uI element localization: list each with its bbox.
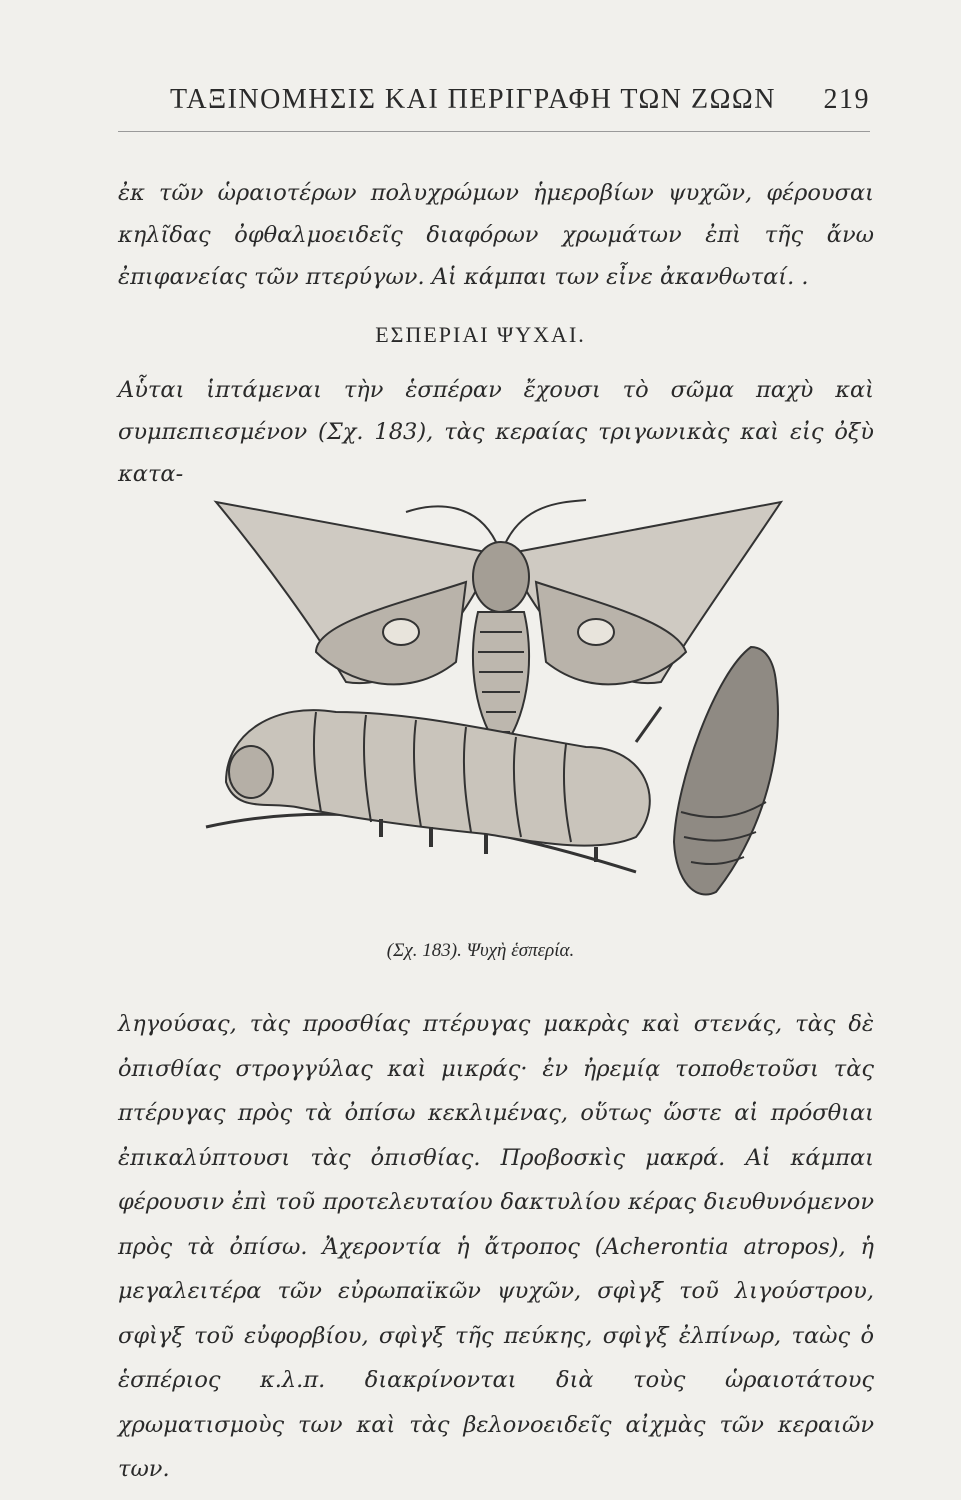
header-rule	[118, 131, 870, 132]
pupa-figure	[674, 647, 778, 895]
running-header-title: ΤΑΞΙΝΟΜΗΣΙΣ ΚΑΙ ΠΕΡΙΓΡΑΦΗ ΤΩΝ ΖΩΩΝ	[170, 84, 776, 115]
running-header	[170, 84, 870, 116]
paragraph-1: ἐκ τῶν ὡραιοτέρων πολυχρώμων ἡμεροβίων ψυχῶν, φέρουσαι κηλῖδας ὀφθαλμοειδεῖς διαφόρων χρωμάτων ἐπὶ τῆς ἄνω ἐπιφανείας τῶν πτερύγων. Αἱ κάμπαι των εἶνε ἀκανθωταί. .	[118, 180, 874, 290]
paragraph-2: Αὗται ἱπτάμεναι τὴν ἑσπέραν ἔχουσι τὸ σῶμα παχὺ καὶ συμπεπιεσμένον (Σχ. 183), τὰς κεραίας τριγωνικὰς καὶ εἰς ὀξὺ κατα-	[118, 377, 874, 487]
caterpillar-figure	[226, 707, 661, 862]
section-heading: ΕΣΠΕΡΙΑΙ ΨΥΧΑΙ.	[375, 322, 586, 347]
paragraph-3: ληγούσας, τὰς προσθίας πτέρυγας μακρὰς καὶ στενάς, τὰς δὲ ὀπισθίας στρογγύλας καὶ μικράς· ἐν ἠρεμίᾳ τοποθετοῦσι τὰς πτέρυγας πρὸς τὰ ὀπίσω κεκλιμένας, οὕτως ὥστε αἱ πρόσθιαι ἐπικαλύπτουσι τὰς ὀπισθίας. Προβοσκὶς μακρά. Αἱ κάμπαι φέρουσιν ἐπὶ τοῦ προτελευταίου δακτυλίου κέρας διευθυνόμενον πρὸς τὰ ὀπίσω. Ἀχεροντία ἡ ἄτροπος (Acherontia atropos), ἡ μεγαλειτέρα τῶν εὐρωπαϊκῶν ψυχῶν, σφὶγξ τοῦ λιγούστρου, σφὶγξ τοῦ εὐφορβίου, σφὶγξ τῆς πεύκης, σφὶγξ ἐλπίνωρ, ταὼς ὁ ἑσπέριος κ.λ.π. διακρίνονται διὰ τοὺς ὡραιοτάτους χρωματισμοὺς των καὶ τὰς βελονοειδεῖς αἰχμὰς τῶν κεραιῶν των.	[118, 1011, 874, 1482]
figure-caption: (Σχ. 183). Ψυχὴ ἑσπερία.	[386, 940, 575, 961]
page-number: 219	[823, 84, 870, 115]
moth-illustration	[196, 482, 804, 922]
